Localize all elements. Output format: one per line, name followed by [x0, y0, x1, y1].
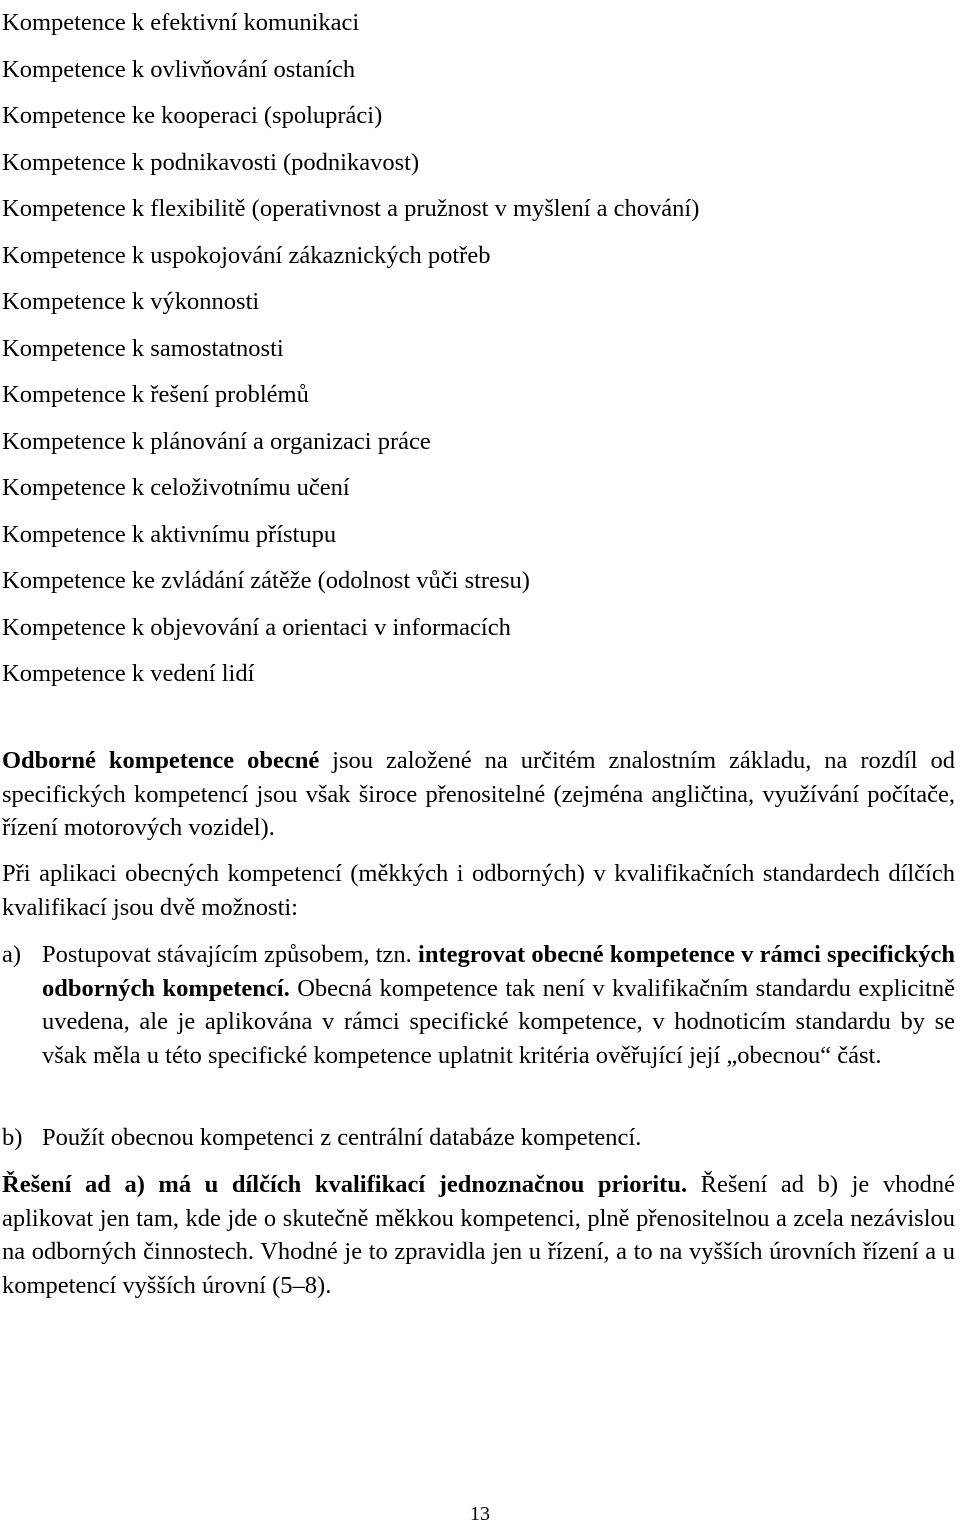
list-item: Kompetence k podnikavosti (podnikavost) [2, 148, 420, 176]
list-item: Kompetence k celoživotnímu učení [2, 474, 350, 501]
option-a-text-end: Obecná kompetence tak není v kvalifikačním standardu explicitně uvedena, ale je aplikována v rámci specifické kompetence, v hodnoticím standardu by se však měla u této specifické kompetence uplatnit kritéria ověřující její „obecnou“ část. [42, 974, 955, 1069]
list-item: Kompetence k objevování a orientaci v informacích [2, 613, 511, 641]
paragraph-solution [2, 1168, 955, 1302]
list-item: Kompetence k ovlivňování ostaních [2, 55, 356, 83]
option-a-marker: a) [2, 941, 22, 968]
list-item: Kompetence k flexibilitě (operativnost a pružnost v myšlení a chování) [2, 195, 700, 222]
paragraph-general-text: jsou založené na určitém znalostním základu, na rozdíl od specifických kompetencí jsou však široce přenositelné (zejména angličtina, využívání počítače, řízení motorových vozidel). [2, 747, 956, 841]
list-item: Kompetence k aktivnímu přístupu [2, 520, 337, 548]
option-b [2, 1121, 955, 1155]
option-b-text: Použít obecnou kompetenci z centrální databáze kompetencí. [42, 1124, 642, 1151]
paragraph-general-competences [2, 744, 955, 845]
list-item: Kompetence k samostatnosti [2, 334, 284, 362]
competence-list [2, 0, 952, 698]
paragraph-application-text: Při aplikaci obecných kompetencí (měkkých i odborných) v kvalifikačních standardech dílčích kvalifikací jsou dvě možnosti: [2, 860, 955, 921]
list-item: Kompetence ke kooperaci (spolupráci) [2, 102, 383, 129]
paragraph-general-bold: Odborné kompetence obecné [2, 747, 320, 774]
list-item: Kompetence k řešení problémů [2, 381, 309, 408]
option-b-marker: b) [2, 1124, 23, 1151]
option-a-body [42, 938, 955, 1072]
list-item: Kompetence k efektivní komunikaci [2, 9, 360, 36]
option-a-text-start: Postupovat stávajícím způsobem, tzn. [42, 941, 419, 968]
paragraph-solution-bold: Řešení ad a) má u dílčích kvalifikací jednoznačnou prioritu. [2, 1171, 688, 1198]
list-item: Kompetence ke zvládání zátěže (odolnost vůči stresu) [2, 567, 530, 594]
list-item: Kompetence k vedení lidí [2, 660, 255, 687]
paragraph-application [2, 857, 955, 924]
option-a [2, 938, 955, 1072]
option-a-bold: integrovat obecné kompetence v rámci specifických odborných kompetencí. [42, 941, 955, 1002]
page-number: 13 [470, 1503, 490, 1525]
paragraph-solution-text: Řešení ad b) je vhodné aplikovat jen tam, kde jde o skutečně měkkou kompetenci, plně přenositelnou a zcela nezávislou na odborných činnostech. Vhodné je to zpravidla jen u řízení, a to na vyšších úrovních řízení a u kompetencí vyšších úrovní (5–8). [2, 1171, 955, 1299]
list-item: Kompetence k uspokojování zákaznických potřeb [2, 241, 491, 269]
list-item: Kompetence k plánování a organizaci práce [2, 427, 431, 455]
list-item: Kompetence k výkonnosti [2, 288, 260, 315]
